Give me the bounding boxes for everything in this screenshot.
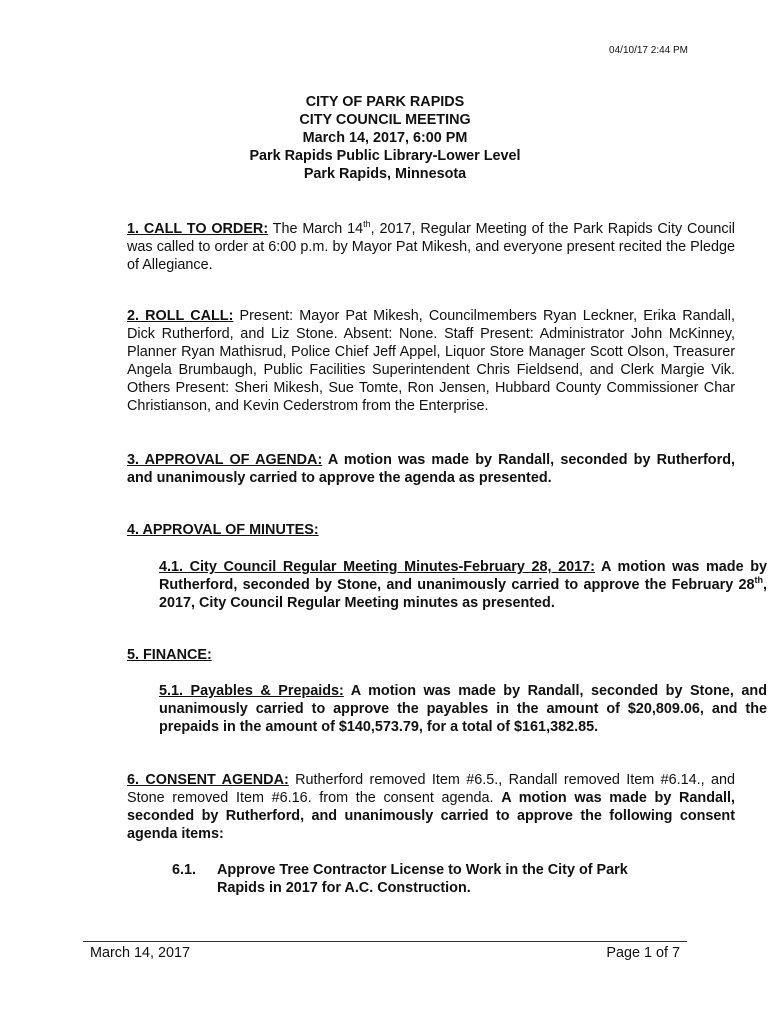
print-timestamp: 04/10/17 2:44 PM (609, 45, 688, 56)
section-payables-prepaids (81, 682, 767, 736)
section-heading: 1. CALL TO ORDER: (127, 221, 269, 237)
section-heading: 5. FINANCE: (127, 647, 212, 663)
section-text: A motion was made by Randall, seconded by Stone, and unanimously carried to approve the payables in the amount of $20,809.06, and the prepaids in the amount of $140,573.79, for a total of $161,382.85. (159, 683, 767, 735)
header-meeting: CITY COUNCIL MEETING (299, 112, 471, 128)
section-heading: 5.1. Payables & Prepaids: (159, 683, 344, 699)
footer-page-number: Page 1 of 7 (606, 945, 680, 961)
header-location: Park Rapids Public Library-Lower Level (249, 148, 521, 164)
header-city-state: Park Rapids, Minnesota (303, 166, 467, 182)
header-city: CITY OF PARK RAPIDS (305, 94, 465, 110)
section-text: Rutherford removed Item #6.5., Randall removed Item #6.14., and Stone removed Item #6.16. from the consent agenda. (127, 772, 736, 806)
section-consent-agenda (81, 771, 735, 843)
section-heading: 3. APPROVAL OF AGENDA: (127, 452, 323, 468)
section-approval-of-agenda (81, 451, 735, 487)
section-heading: 2. ROLL CALL: (127, 308, 234, 324)
ordinal-suffix: th (754, 575, 763, 586)
section-text: Present: Mayor Pat Mikesh, Councilmembers Ryan Leckner, Erika Randall, Dick Rutherford, and Liz Stone. Absent: None. Staff Present: Administrator John McKinney, Planner Ryan Mathisrud, Police Chief Jeff Appel, Liquor Store Manager Scott Olson, Treasurer Angela Brumbaugh, Public Facilities Superintendent Chris Fieldsend, and Clerk Margie Vik. Others Present: Sheri Mikesh, Sue Tomte, Ron Jensen, Hubbard County Commissioner Char Christianson, and Kevin Cederstrom from the Enterprise. (127, 308, 735, 414)
footer-date: March 14, 2017 (90, 945, 190, 961)
section-call-to-order (81, 220, 735, 274)
section-text: , 2017, Regular Meeting of the Park Rapids City Council was called to order at 6:00 p.m. by Mayor Pat Mikesh, and everyone present recited the Pledge of Allegiance. (127, 221, 735, 273)
section-text: The March 14 (268, 221, 364, 237)
section-approval-of-minutes (81, 521, 735, 539)
section-heading: 4. APPROVAL OF MINUTES: (127, 522, 319, 538)
item-number: 6.1. (172, 862, 197, 878)
document-header (0, 93, 770, 183)
section-text: A motion was made by Rutherford, seconded by Stone, and unanimously carried to approve the February 28 (159, 559, 768, 593)
footer-divider (83, 941, 687, 942)
section-heading: 6. CONSENT AGENDA: (127, 772, 289, 788)
section-heading: 4.1. City Council Regular Meeting Minutes-February 28, 2017: (159, 559, 595, 575)
section-text: , 2017, City Council Regular Meeting minutes as presented. (159, 577, 767, 611)
item-text: Approve Tree Contractor License to Work in the City of Park Rapids in 2017 for A.C. Construction. (217, 862, 628, 896)
section-roll-call (81, 307, 735, 415)
section-finance (81, 646, 735, 664)
header-date: March 14, 2017, 6:00 PM (302, 130, 468, 146)
section-text: A motion was made by Randall, seconded by Rutherford, and unanimously carried to approve the agenda as presented. (127, 452, 735, 486)
ordinal-suffix: th (363, 219, 371, 230)
section-minutes-feb-28 (81, 558, 767, 612)
section-motion-text: A motion was made by Randall, seconded by Rutherford, and unanimously carried to approve the following consent agenda items: (127, 790, 735, 842)
